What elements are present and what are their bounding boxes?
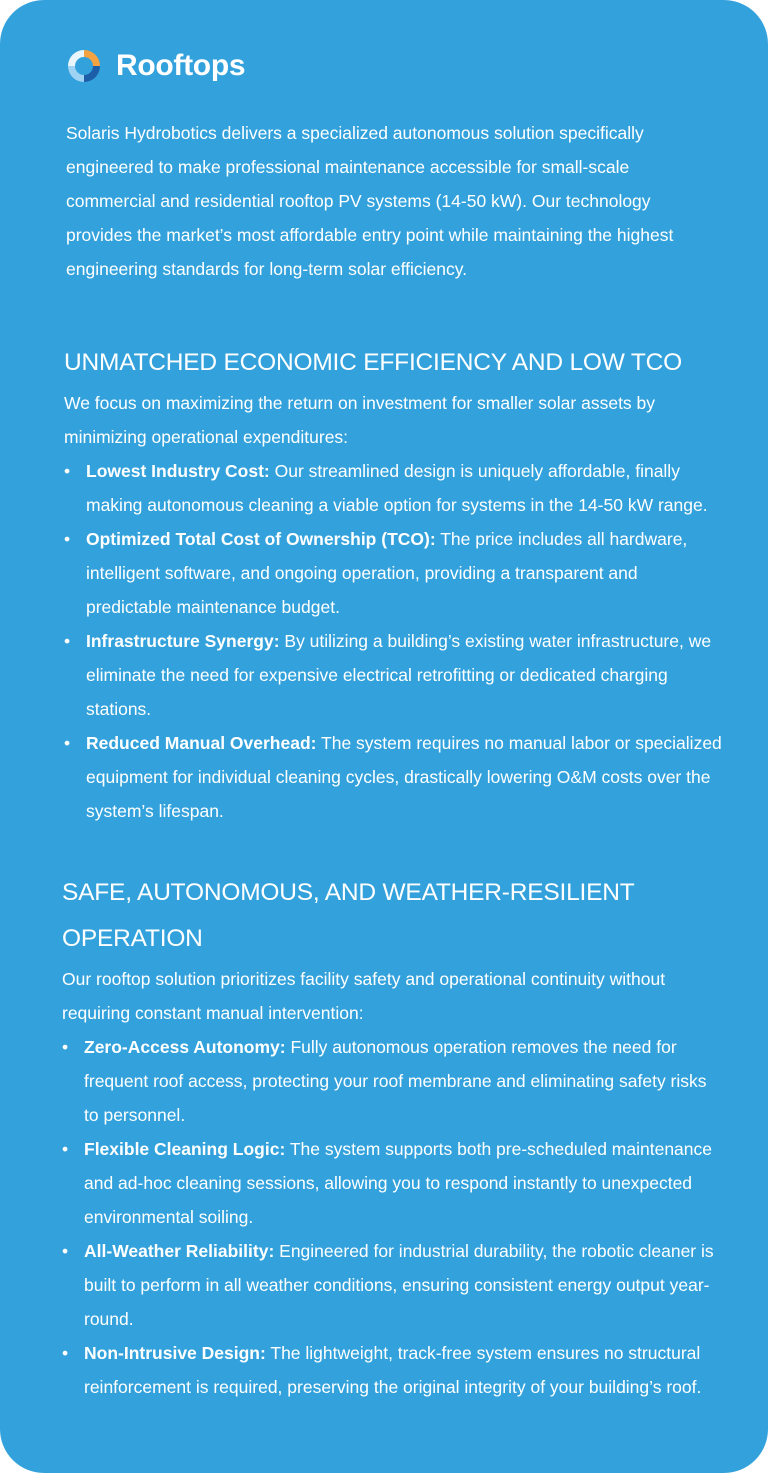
swirl-logo-icon [64,46,104,86]
intro-paragraph: Solaris Hydrobotics delivers a specialized autonomous solution specifically engineered to make professional maintenance accessible for small-scale commercial and residential rooftop PV systems (14-50 kW). Our technology provides the market’s most affordable entry point while maintaining the highest engineering standards for long-term solar efficiency. [66,123,674,279]
item-title: Non-Intrusive Design: [84,1343,266,1363]
list-item [62,1234,722,1336]
section-lead: We focus on maximizing the return on investment for smaller solar assets by minimizing operational expenditures: [64,393,656,447]
item-text: By utilizing a building’s existing water infrastructure, we eliminate the need for expensive electrical retrofitting or dedicated charging stations. [86,631,712,719]
item-title: Lowest Industry Cost: [86,461,270,481]
item-title: Flexible Cleaning Logic: [84,1139,286,1159]
item-text: The system supports both pre-scheduled maintenance and ad-hoc cleaning sessions, allowing you to respond instantly to unexpected environmental soiling. [84,1139,713,1227]
item-text: The price includes all hardware, intelligent software, and ongoing operation, providing a transparent and predictable maintenance budget. [86,529,688,617]
bullet: • [64,733,71,753]
item-title: Zero-Access Autonomy: [84,1037,286,1057]
bullet: • [62,1037,69,1057]
list-item [64,522,724,624]
section-lead: Our rooftop solution prioritizes facility safety and operational continuity without requiring constant manual intervention: [62,969,666,1023]
section-heading: SAFE, AUTONOMOUS, AND WEATHER-RESILIENT OPERATION [62,879,635,952]
item-text: The system requires no manual labor or specialized equipment for individual cleaning cycles, drastically lowering O&M costs over the system’s lifespan. [86,733,722,821]
section-heading: UNMATCHED ECONOMIC EFFICIENCY AND LOW TCO [64,349,682,376]
item-text: Engineered for industrial durability, the robotic cleaner is built to perform in all weather conditions, ensuring consistent energy output year-round. [84,1241,714,1329]
section-economic-efficiency [64,340,724,828]
list-item [62,1336,722,1404]
item-text: The lightweight, track-free system ensures no structural reinforcement is required, preserving the original integrity of your building’s roof. [84,1343,702,1397]
bullet: • [64,631,71,651]
list-item [64,624,724,726]
bullet: • [64,461,71,481]
item-title: Reduced Manual Overhead: [86,733,317,753]
bullet: • [62,1139,69,1159]
list-item [62,1132,722,1234]
card-header [64,46,245,86]
item-title: Optimized Total Cost of Ownership (TCO): [86,529,436,549]
list-item [64,454,724,522]
bullet: • [64,529,71,549]
benefit-list [62,1030,722,1404]
item-title: Infrastructure Synergy: [86,631,280,651]
section-safe-autonomous [62,870,722,1404]
benefit-list [64,454,724,828]
item-text: Our streamlined design is uniquely affordable, finally making autonomous cleaning a viable option for systems in the 14-50 kW range. [86,461,708,515]
list-item [64,726,724,828]
item-text: Fully autonomous operation removes the need for frequent roof access, protecting your roof membrane and eliminating safety risks to personnel. [84,1037,707,1125]
page-title: Rooftops [116,49,246,82]
item-title: All-Weather Reliability: [84,1241,275,1261]
bullet: • [62,1343,69,1363]
list-item [62,1030,722,1132]
bullet: • [62,1241,69,1261]
